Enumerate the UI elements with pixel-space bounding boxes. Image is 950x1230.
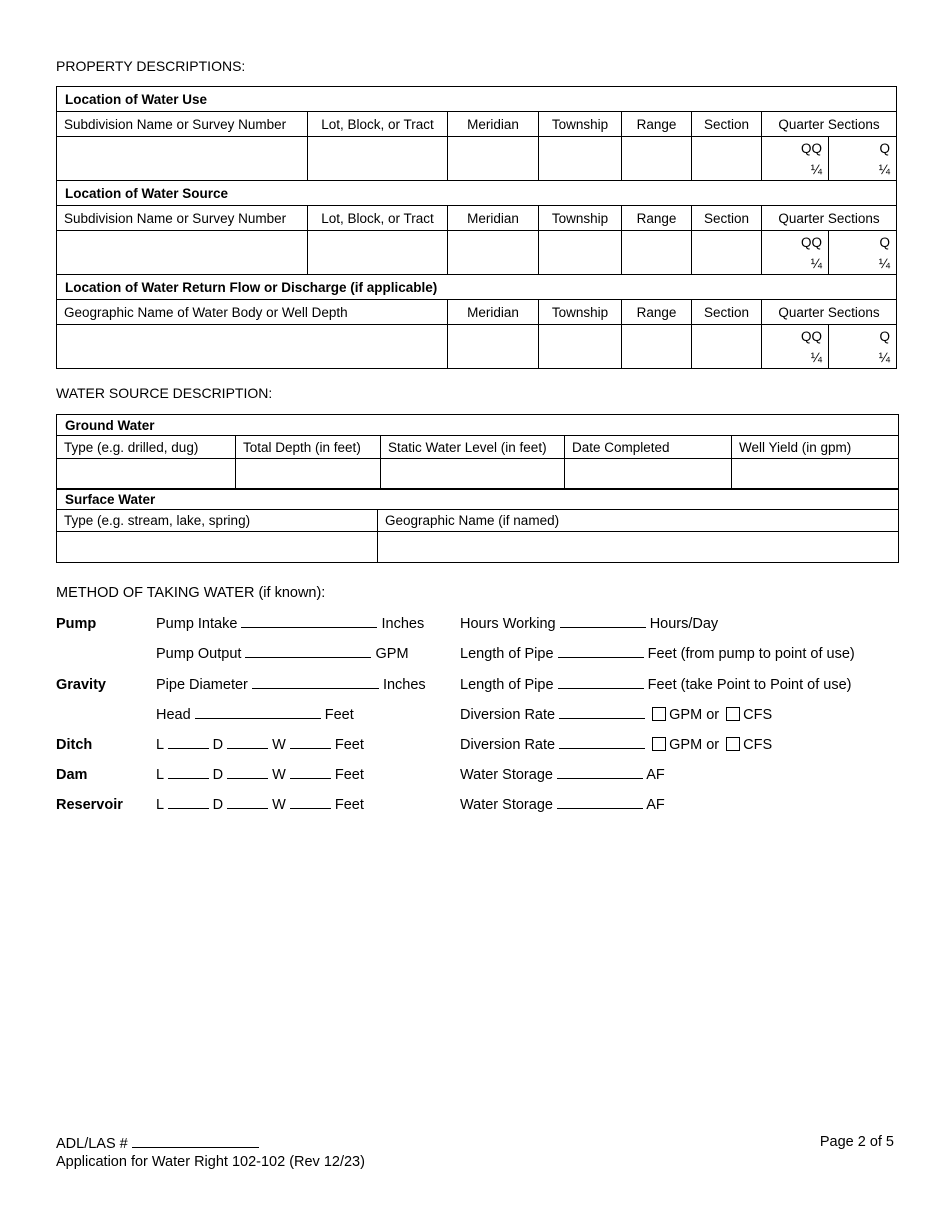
- return-flow-title: Location of Water Return Flow or Discharge (if applicable): [57, 275, 897, 300]
- length-of-pipe-label: Length of Pipe: [460, 677, 554, 693]
- return-flow-q-field[interactable]: Q ¼: [829, 325, 897, 369]
- diversion-rate-label: Diversion Rate: [460, 737, 556, 753]
- gpm-unit: GPM: [375, 646, 409, 662]
- feet-unit: Feet: [334, 797, 364, 813]
- return-flow-section-field[interactable]: [692, 325, 762, 369]
- ditch-width-field[interactable]: [290, 735, 331, 749]
- pump-output-field[interactable]: [245, 644, 371, 658]
- length-label: L: [156, 797, 164, 813]
- col-geographic-name: Geographic Name of Water Body or Well Depth: [57, 300, 448, 325]
- depth-label: D: [212, 737, 224, 753]
- cfs-checkbox[interactable]: [726, 707, 740, 721]
- water-source-lot-field[interactable]: [308, 231, 448, 275]
- gravity-pipe-length-field[interactable]: [558, 675, 644, 689]
- col-range: Range: [622, 300, 692, 325]
- water-source-section-field[interactable]: [692, 231, 762, 275]
- page-number: Page 2 of 5: [819, 1134, 894, 1150]
- ditch-depth-field[interactable]: [227, 735, 268, 749]
- ditch-diversion-rate-field[interactable]: [559, 735, 645, 749]
- static-level-field[interactable]: [381, 459, 565, 490]
- gravity-label: Gravity: [56, 677, 106, 693]
- return-flow-qq-field[interactable]: QQ ¼: [762, 325, 829, 369]
- water-use-q-field[interactable]: Q ¼: [829, 137, 897, 181]
- head-field[interactable]: [195, 705, 321, 719]
- ground-water-table: [56, 414, 899, 490]
- ditch-length-field[interactable]: [168, 735, 209, 749]
- col-lot: Lot, Block, or Tract: [308, 112, 448, 137]
- return-flow-township-field[interactable]: [539, 325, 622, 369]
- dam-water-storage-field[interactable]: [557, 765, 643, 779]
- adl-las-label: ADL/LAS #: [56, 1136, 128, 1152]
- property-descriptions-table: [56, 86, 897, 369]
- col-static-level: Static Water Level (in feet): [381, 436, 565, 459]
- water-use-range-field[interactable]: [622, 137, 692, 181]
- water-source-title: Location of Water Source: [57, 181, 897, 206]
- water-source-description-heading: WATER SOURCE DESCRIPTION:: [56, 385, 273, 401]
- surface-water-title: Surface Water: [57, 489, 899, 510]
- water-source-range-field[interactable]: [622, 231, 692, 275]
- col-township: Township: [539, 300, 622, 325]
- method-heading: METHOD OF TAKING WATER (if known):: [56, 585, 326, 601]
- width-label: W: [272, 797, 286, 813]
- water-source-qq-field[interactable]: QQ ¼: [762, 231, 829, 275]
- gpm-or-label: GPM or: [669, 707, 720, 723]
- dam-width-field[interactable]: [290, 765, 331, 779]
- col-date-completed: Date Completed: [565, 436, 732, 459]
- ditch-label: Ditch: [56, 737, 93, 753]
- total-depth-field[interactable]: [236, 459, 381, 490]
- water-use-meridian-field[interactable]: [448, 137, 539, 181]
- col-well-yield: Well Yield (in gpm): [732, 436, 899, 459]
- hours-working-field[interactable]: [560, 614, 646, 628]
- col-ground-type: Type (e.g. drilled, dug): [57, 436, 236, 459]
- adl-las-line: [56, 1134, 259, 1152]
- return-flow-meridian-field[interactable]: [448, 325, 539, 369]
- dam-length-field[interactable]: [168, 765, 209, 779]
- length-label: L: [156, 767, 164, 783]
- gpm-checkbox[interactable]: [652, 737, 666, 751]
- water-use-section-field[interactable]: [692, 137, 762, 181]
- gravity-diversion-rate-field[interactable]: [559, 705, 645, 719]
- feet-unit: Feet: [334, 737, 364, 753]
- col-quarter-sections: Quarter Sections: [762, 112, 897, 137]
- water-storage-label: Water Storage: [460, 767, 553, 783]
- gpm-or-label: GPM or: [669, 737, 720, 753]
- inches-unit: Inches: [382, 677, 426, 693]
- cfs-label: CFS: [743, 707, 773, 723]
- date-completed-field[interactable]: [565, 459, 732, 490]
- col-subdivision: Subdivision Name or Survey Number: [57, 206, 308, 231]
- feet-unit: Feet: [324, 707, 354, 723]
- hours-day-unit: Hours/Day: [649, 616, 719, 632]
- width-label: W: [272, 767, 286, 783]
- water-storage-label: Water Storage: [460, 797, 553, 813]
- width-label: W: [272, 737, 286, 753]
- feet-point-unit: Feet (take Point to Point of use): [647, 677, 852, 693]
- return-flow-geographic-field[interactable]: [57, 325, 448, 369]
- col-quarter-sections: Quarter Sections: [762, 300, 897, 325]
- reservoir-label: Reservoir: [56, 797, 123, 813]
- water-source-q-field[interactable]: Q ¼: [829, 231, 897, 275]
- cfs-label: CFS: [743, 737, 773, 753]
- pipe-diameter-field[interactable]: [252, 675, 379, 689]
- col-subdivision: Subdivision Name or Survey Number: [57, 112, 308, 137]
- col-section: Section: [692, 206, 762, 231]
- cfs-checkbox[interactable]: [726, 737, 740, 751]
- pump-intake-label: Pump Intake: [156, 616, 238, 632]
- depth-label: D: [212, 767, 224, 783]
- water-use-lot-field[interactable]: [308, 137, 448, 181]
- hours-working-label: Hours Working: [460, 616, 556, 632]
- water-use-subdivision-field[interactable]: [57, 137, 308, 181]
- ground-water-title: Ground Water: [57, 415, 899, 436]
- dam-label: Dam: [56, 767, 88, 783]
- property-descriptions-heading: PROPERTY DESCRIPTIONS:: [56, 58, 246, 74]
- af-unit: AF: [646, 767, 665, 783]
- feet-unit: Feet: [334, 767, 364, 783]
- pump-label: Pump: [56, 616, 97, 632]
- reservoir-width-field[interactable]: [290, 795, 331, 809]
- inches-unit: Inches: [381, 616, 425, 632]
- diversion-rate-label: Diversion Rate: [460, 707, 556, 723]
- water-source-township-field[interactable]: [539, 231, 622, 275]
- water-use-qq-field[interactable]: QQ ¼: [762, 137, 829, 181]
- water-use-township-field[interactable]: [539, 137, 622, 181]
- length-of-pipe-label: Length of Pipe: [460, 646, 554, 662]
- col-range: Range: [622, 112, 692, 137]
- pump-intake-field[interactable]: [241, 614, 377, 628]
- reservoir-water-storage-field[interactable]: [557, 795, 643, 809]
- surface-type-field[interactable]: [57, 532, 378, 563]
- feet-pump-unit: Feet (from pump to point of use): [647, 646, 855, 662]
- col-quarter-sections: Quarter Sections: [762, 206, 897, 231]
- col-township: Township: [539, 112, 622, 137]
- col-meridian: Meridian: [448, 112, 539, 137]
- col-geographic-name: Geographic Name (if named): [378, 510, 899, 532]
- water-source-subdivision-field[interactable]: [57, 231, 308, 275]
- head-label: Head: [156, 707, 191, 723]
- water-source-meridian-field[interactable]: [448, 231, 539, 275]
- col-total-depth: Total Depth (in feet): [236, 436, 381, 459]
- depth-label: D: [212, 797, 224, 813]
- pump-output-label: Pump Output: [156, 646, 242, 662]
- dam-depth-field[interactable]: [227, 765, 268, 779]
- col-lot: Lot, Block, or Tract: [308, 206, 448, 231]
- ground-type-field[interactable]: [57, 459, 236, 490]
- return-flow-range-field[interactable]: [622, 325, 692, 369]
- water-use-title: Location of Water Use: [57, 87, 897, 112]
- col-section: Section: [692, 112, 762, 137]
- col-section: Section: [692, 300, 762, 325]
- pump-pipe-length-field[interactable]: [558, 644, 644, 658]
- well-yield-field[interactable]: [732, 459, 899, 490]
- form-name: Application for Water Right 102-102 (Rev 12/23): [56, 1154, 365, 1170]
- col-township: Township: [539, 206, 622, 231]
- surface-water-table: [56, 488, 899, 563]
- col-meridian: Meridian: [448, 300, 539, 325]
- col-surface-type: Type (e.g. stream, lake, spring): [57, 510, 378, 532]
- length-label: L: [156, 737, 164, 753]
- reservoir-depth-field[interactable]: [227, 795, 268, 809]
- gpm-checkbox[interactable]: [652, 707, 666, 721]
- adl-las-field[interactable]: [132, 1134, 259, 1148]
- reservoir-length-field[interactable]: [168, 795, 209, 809]
- col-meridian: Meridian: [448, 206, 539, 231]
- af-unit: AF: [646, 797, 665, 813]
- geographic-name-field[interactable]: [378, 532, 899, 563]
- col-range: Range: [622, 206, 692, 231]
- pipe-diameter-label: Pipe Diameter: [156, 677, 248, 693]
